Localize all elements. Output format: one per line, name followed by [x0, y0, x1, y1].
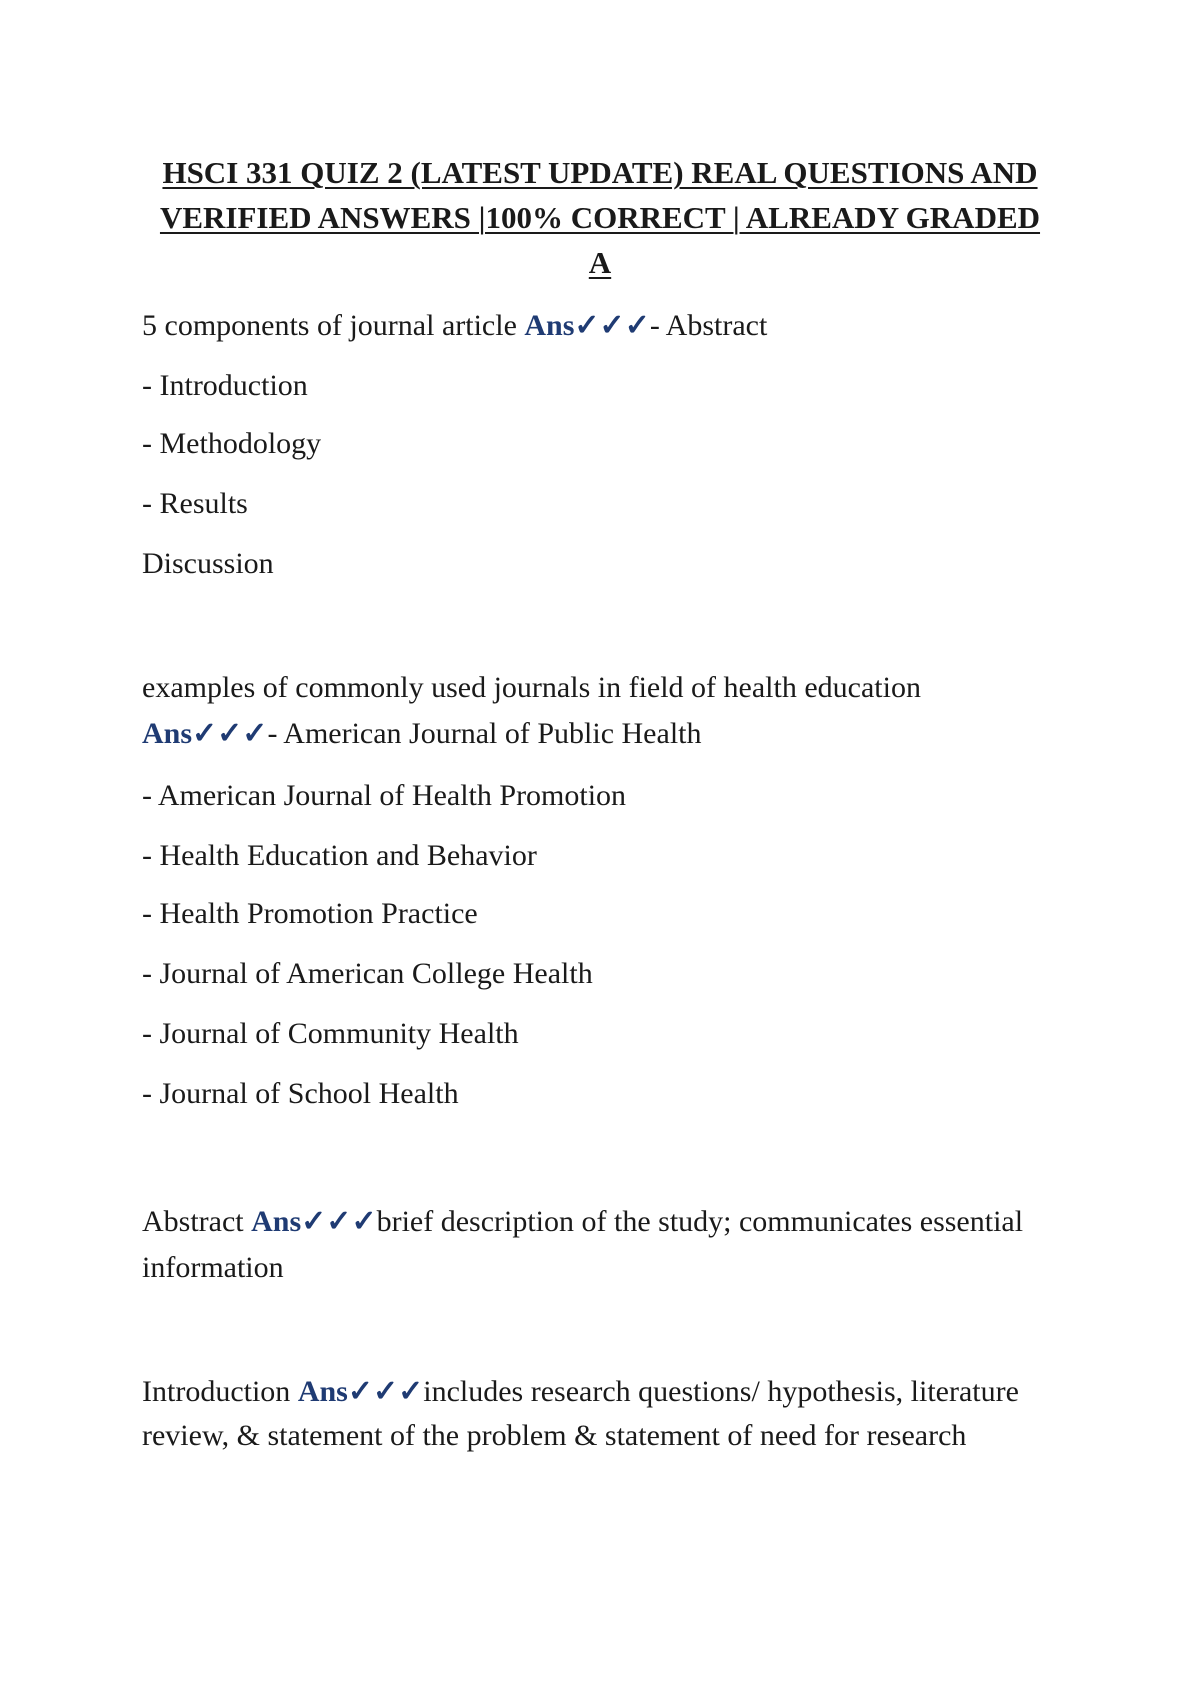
answer-marker: Ans✓✓✓ [297, 1375, 424, 1408]
qa1-answer-line: - Methodology [142, 427, 322, 460]
qa2-answer-line-first [142, 714, 702, 754]
qa2-answer-line: - Health Promotion Practice [142, 897, 478, 930]
qa1-question: 5 components of journal article [142, 309, 525, 342]
qa1-question-line [142, 306, 767, 346]
qa2-answer-line: - American Journal of Health Promotion [142, 779, 627, 812]
qa4-question: Introduction [142, 1375, 298, 1408]
title-line-3: A [588, 245, 612, 280]
qa1-answer-line: - Results [142, 487, 248, 520]
qa2-answer-line: - Health Education and Behavior [142, 839, 537, 872]
qa2-answer-line: - Journal of Community Health [142, 1017, 519, 1050]
title-line-1: HSCI 331 QUIZ 2 (LATEST UPDATE) REAL QUESTIONS AND [162, 155, 1038, 190]
qa2-question: examples of commonly used journals in field of health education [142, 671, 921, 704]
qa3-answer-first: brief description of the study; communicates essential [376, 1205, 1024, 1238]
qa1-answer-first: - Abstract [649, 309, 768, 342]
qa4-question-line [142, 1372, 1019, 1412]
qa2-answer-first: - American Journal of Public Health [267, 717, 702, 750]
title-line-2: VERIFIED ANSWERS |100% CORRECT | ALREADY GRADED [159, 200, 1041, 235]
qa4-answer-first: includes research questions/ hypothesis, literature [423, 1375, 1019, 1408]
document-title [140, 150, 1060, 285]
answer-marker: Ans✓✓✓ [524, 309, 650, 342]
qa3-answer-line: information [142, 1251, 284, 1284]
qa3-question-line [142, 1202, 1023, 1242]
qa4-answer-line: review, & statement of the problem & statement of need for research [142, 1419, 967, 1452]
answer-marker: Ans✓✓✓ [142, 717, 268, 750]
qa2-answer-line: - Journal of School Health [142, 1077, 459, 1110]
qa2-answer-line: - Journal of American College Health [142, 957, 593, 990]
qa1-answer-line: - Introduction [142, 369, 308, 402]
qa3-question: Abstract [142, 1205, 252, 1238]
answer-marker: Ans✓✓✓ [251, 1205, 377, 1238]
qa1-answer-line: Discussion [142, 547, 274, 580]
